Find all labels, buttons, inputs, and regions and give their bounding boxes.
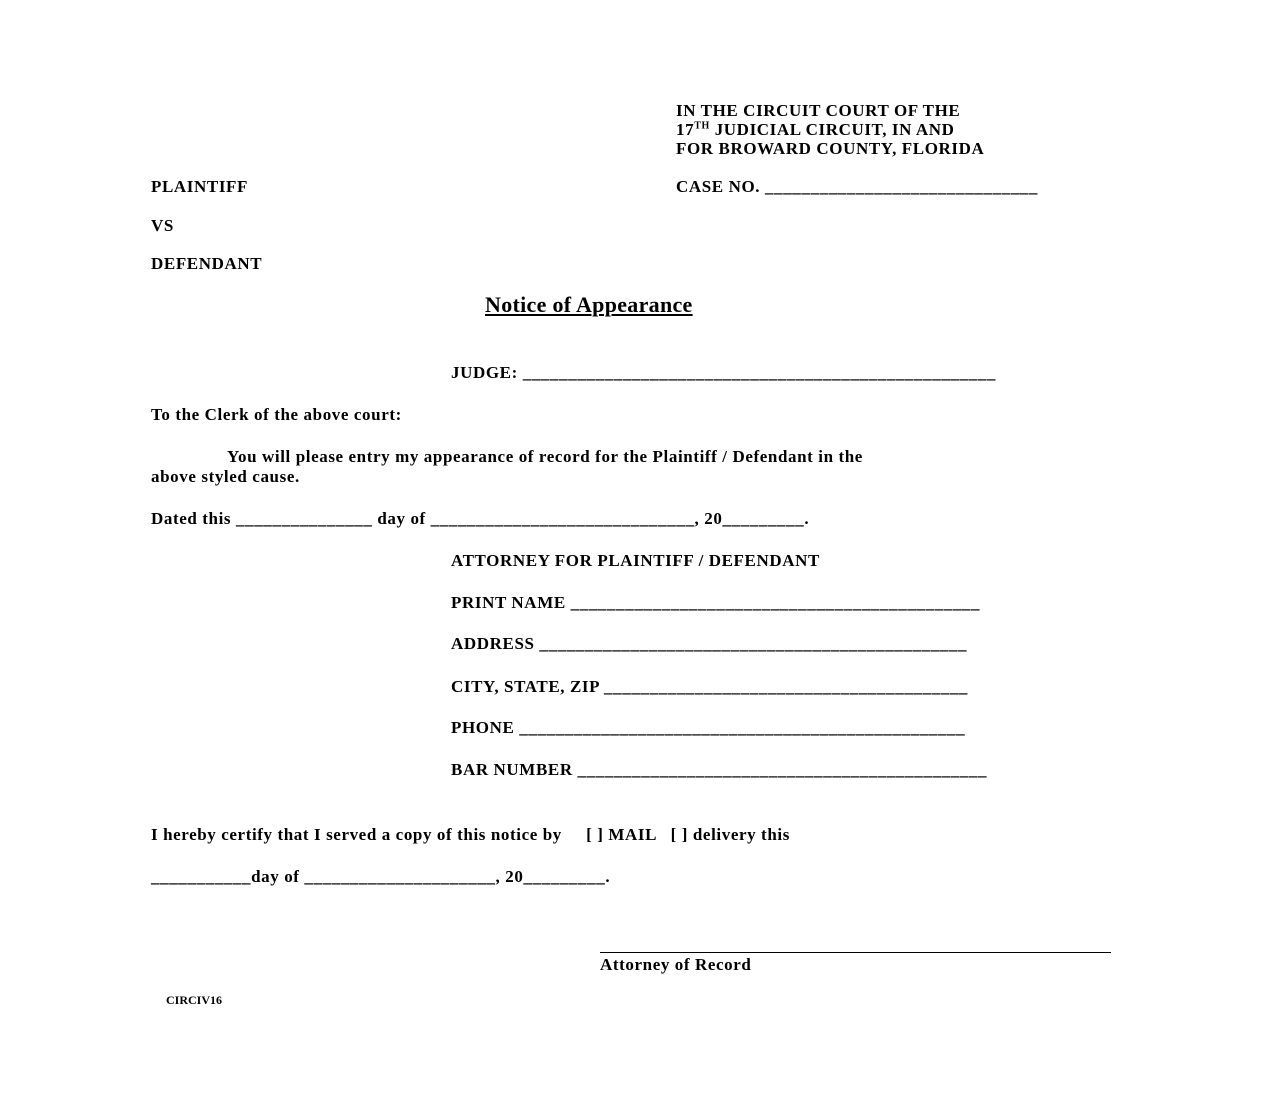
dated-field[interactable]: Dated this _______________ day of _____________________________, 20_________. xyxy=(151,509,810,528)
address-field[interactable]: ADDRESS _______________________________________________ xyxy=(451,634,968,653)
body-line-2: above styled cause. xyxy=(151,467,300,486)
court-line-2-rest: JUDICIAL CIRCUIT, IN AND xyxy=(709,120,955,139)
judge-field[interactable]: JUDGE: ____________________________________________________ xyxy=(451,363,996,382)
attorney-heading: ATTORNEY FOR PLAINTIFF / DEFENDANT xyxy=(451,551,820,570)
vs-label: VS xyxy=(151,216,174,235)
plaintiff-label: PLAINTIFF xyxy=(151,177,249,196)
circuit-number: 17 xyxy=(676,120,695,139)
case-number-field[interactable]: CASE NO. ______________________________ xyxy=(676,177,1038,196)
form-id: CIRCIV16 xyxy=(166,993,223,1007)
salutation: To the Clerk of the above court: xyxy=(151,405,402,424)
body-line-1: You will please entry my appearance of record for the Plaintiff / Defendant in the xyxy=(227,447,863,466)
court-line-1: IN THE CIRCUIT COURT OF THE xyxy=(676,101,961,120)
bar-number-field[interactable]: BAR NUMBER _____________________________________________ xyxy=(451,760,988,779)
print-name-field[interactable]: PRINT NAME _____________________________________________ xyxy=(451,593,981,612)
certify-line-2[interactable]: ___________day of _____________________, 20_________. xyxy=(151,867,611,886)
signature-label: Attorney of Record xyxy=(600,955,752,974)
circuit-ordinal: TH xyxy=(694,120,710,132)
phone-field[interactable]: PHONE _________________________________________________ xyxy=(451,718,966,737)
certify-line-1[interactable]: I hereby certify that I served a copy of this notice by [ ] MAIL [ ] delivery this xyxy=(151,825,790,844)
court-line-3: FOR BROWARD COUNTY, FLORIDA xyxy=(676,139,985,158)
document-title: Notice of Appearance xyxy=(485,292,693,317)
city-state-zip-field[interactable]: CITY, STATE, ZIP ________________________________________ xyxy=(451,677,969,696)
defendant-label: DEFENDANT xyxy=(151,254,263,273)
signature-line[interactable] xyxy=(600,952,1111,953)
court-line-2 xyxy=(676,120,955,139)
